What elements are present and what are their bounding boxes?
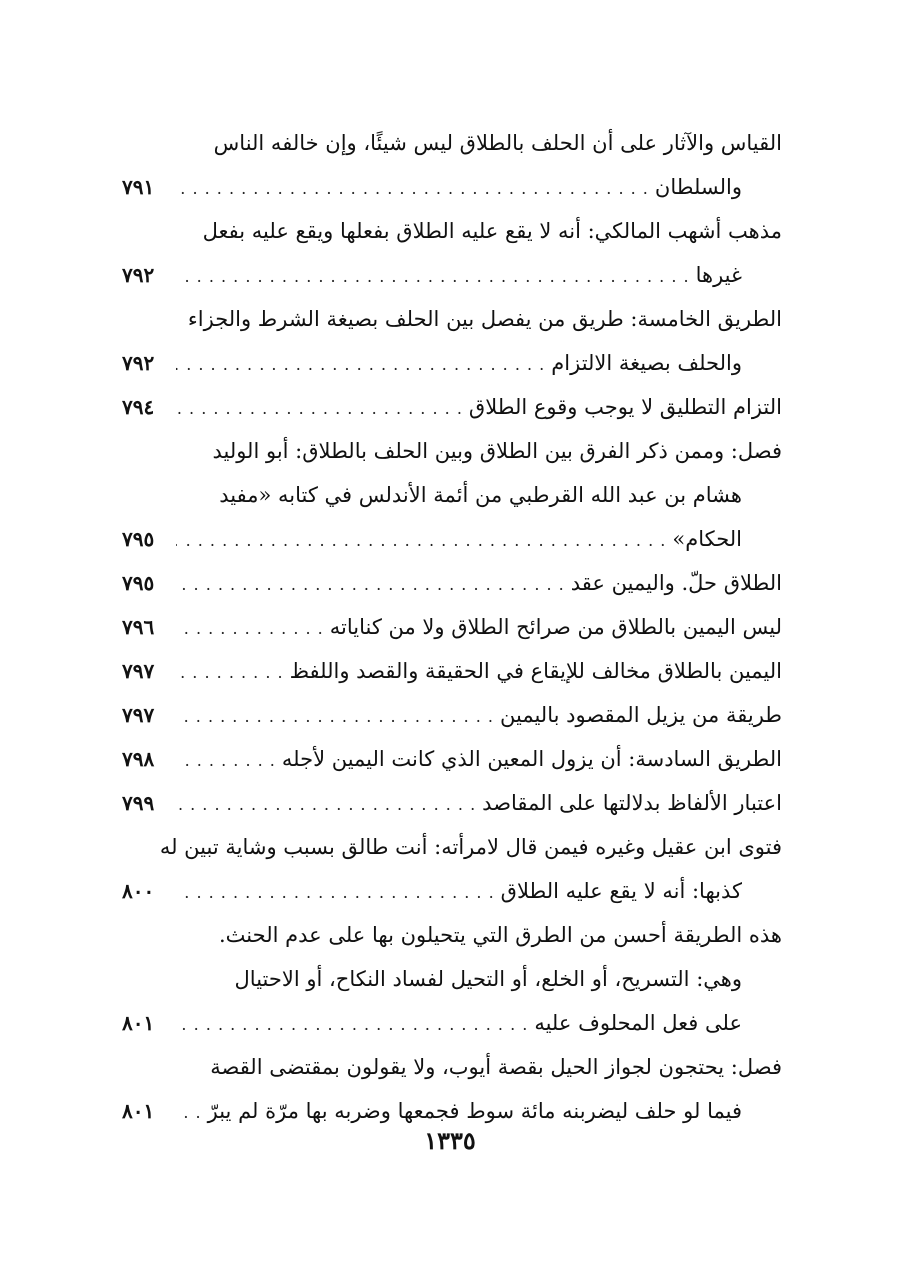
toc-entry-text: الطلاق حلّ. واليمين عقد: [570, 571, 782, 595]
dot-leader: [176, 343, 545, 385]
toc-line: [122, 869, 782, 913]
toc-line: [122, 957, 782, 1001]
toc-entry-text: الطريق السادسة: أن يزول المعين الذي كانت اليمين لأجله: [281, 747, 782, 771]
toc-page-ref: ٧٩٤: [122, 395, 155, 419]
dot-leader: [176, 1003, 528, 1045]
toc-page-ref: ٧٩٢: [122, 263, 155, 287]
toc-line: [122, 341, 782, 385]
toc-page-ref: ٧٩٥: [122, 571, 155, 595]
toc-line: [122, 385, 782, 429]
toc-line: [122, 605, 782, 649]
dot-leader: [176, 695, 494, 737]
toc-entry-text: والحلف بصيغة الالتزام: [551, 351, 742, 375]
toc-page-ref: ٨٠١: [122, 1099, 155, 1123]
toc-page-ref: ٧٩٩: [122, 791, 155, 815]
toc-page-ref: ٧٩٥: [122, 527, 155, 551]
toc-entry-text: اليمين بالطلاق مخالف للإيقاع في الحقيقة والقصد واللفظ: [289, 659, 782, 683]
toc-line: [122, 517, 782, 561]
toc-line: [122, 297, 782, 341]
toc-page-ref: ٧٩٢: [122, 351, 155, 375]
toc-page-ref: ٧٩٧: [122, 659, 155, 683]
toc-page-ref: ٧٩٦: [122, 615, 155, 639]
dot-leader: [176, 651, 284, 693]
toc-page-ref: ٨٠٠: [122, 879, 155, 903]
toc-entry-text: وهي: التسريح، أو الخلع، أو التحيل لفساد النكاح، أو الاحتيال: [234, 967, 742, 991]
toc-entry-text: طريقة من يزيل المقصود باليمين: [500, 703, 782, 727]
toc-line: [122, 473, 782, 517]
dot-leader: [176, 519, 666, 561]
toc-entry-text: مذهب أشهب المالكي: أنه لا يقع عليه الطلاق بفعلها ويقع عليه بفعل: [202, 219, 782, 243]
dot-leader: [176, 255, 690, 297]
dot-leader: [176, 167, 649, 209]
toc-line: [122, 1001, 782, 1045]
toc-entry-text: فصل: يحتجون لجواز الحيل بقصة أيوب، ولا يقولون بمقتضى القصة: [210, 1055, 782, 1079]
toc-entry-text: هذه الطريقة أحسن من الطرق التي يتحيلون بها على عدم الحنث.: [219, 923, 782, 947]
toc-line: [122, 165, 782, 209]
toc-entry-text: كذبها: أنه لا يقع عليه الطلاق: [500, 879, 742, 903]
toc-line: [122, 561, 782, 605]
toc-page-ref: ٧٩١: [122, 175, 155, 199]
toc-line: [122, 121, 782, 165]
dot-leader: [176, 563, 565, 605]
dot-leader: [176, 871, 495, 913]
toc-line: [122, 1045, 782, 1089]
toc-line: [122, 253, 782, 297]
page-number: ١٣٣٥: [424, 1126, 476, 1155]
toc-line: [122, 781, 782, 825]
toc-line: [122, 649, 782, 693]
toc-entry-text: الحكام»: [672, 527, 742, 551]
toc-entry-text: غيرها: [695, 263, 742, 287]
toc-entry-text: فصل: وممن ذكر الفرق بين الطلاق وبين الحلف بالطلاق: أبو الوليد: [212, 439, 782, 463]
dot-leader: [176, 783, 476, 825]
dot-leader: [176, 607, 324, 649]
toc-line: [122, 693, 782, 737]
toc-line: [122, 737, 782, 781]
toc-page-ref: ٧٩٨: [122, 747, 155, 771]
toc-entry-text: الطريق الخامسة: طريق من يفصل بين الحلف بصيغة الشرط والجزاء: [187, 307, 782, 331]
dot-leader: [176, 739, 276, 781]
dot-leader: [176, 387, 463, 429]
toc-entry-text: فتوى ابن عقيل وغيره فيمن قال لامرأته: أنت طالق بسبب وشاية تبين له: [159, 835, 782, 859]
toc-line: [122, 825, 782, 869]
toc-page-ref: ٨٠١: [122, 1011, 155, 1035]
toc-entry-text: اعتبار الألفاظ بدلالتها على المقاصد: [482, 791, 782, 815]
toc-entry-text: القياس والآثار على أن الحلف بالطلاق ليس شيئًا، وإن خالفه الناس: [213, 131, 782, 155]
toc-entry-text: على فعل المحلوف عليه: [534, 1011, 742, 1035]
table-of-contents: [122, 121, 782, 1133]
toc-line: [122, 913, 782, 957]
toc-entry-text: ليس اليمين بالطلاق من صرائح الطلاق ولا من كناياته: [329, 615, 782, 639]
toc-entry-text: هشام بن عبد الله القرطبي من أئمة الأندلس في كتابه «مفيد: [219, 483, 742, 507]
toc-entry-text: التزام التطليق لا يوجب وقوع الطلاق: [468, 395, 782, 419]
toc-entry-text: فيما لو حلف ليضربنه مائة سوط فجمعها وضربه بها مرّة لم يبرّ: [207, 1099, 742, 1123]
toc-page-ref: ٧٩٧: [122, 703, 155, 727]
toc-line: [122, 209, 782, 253]
toc-entry-text: والسلطان: [654, 175, 742, 199]
toc-line: [122, 429, 782, 473]
